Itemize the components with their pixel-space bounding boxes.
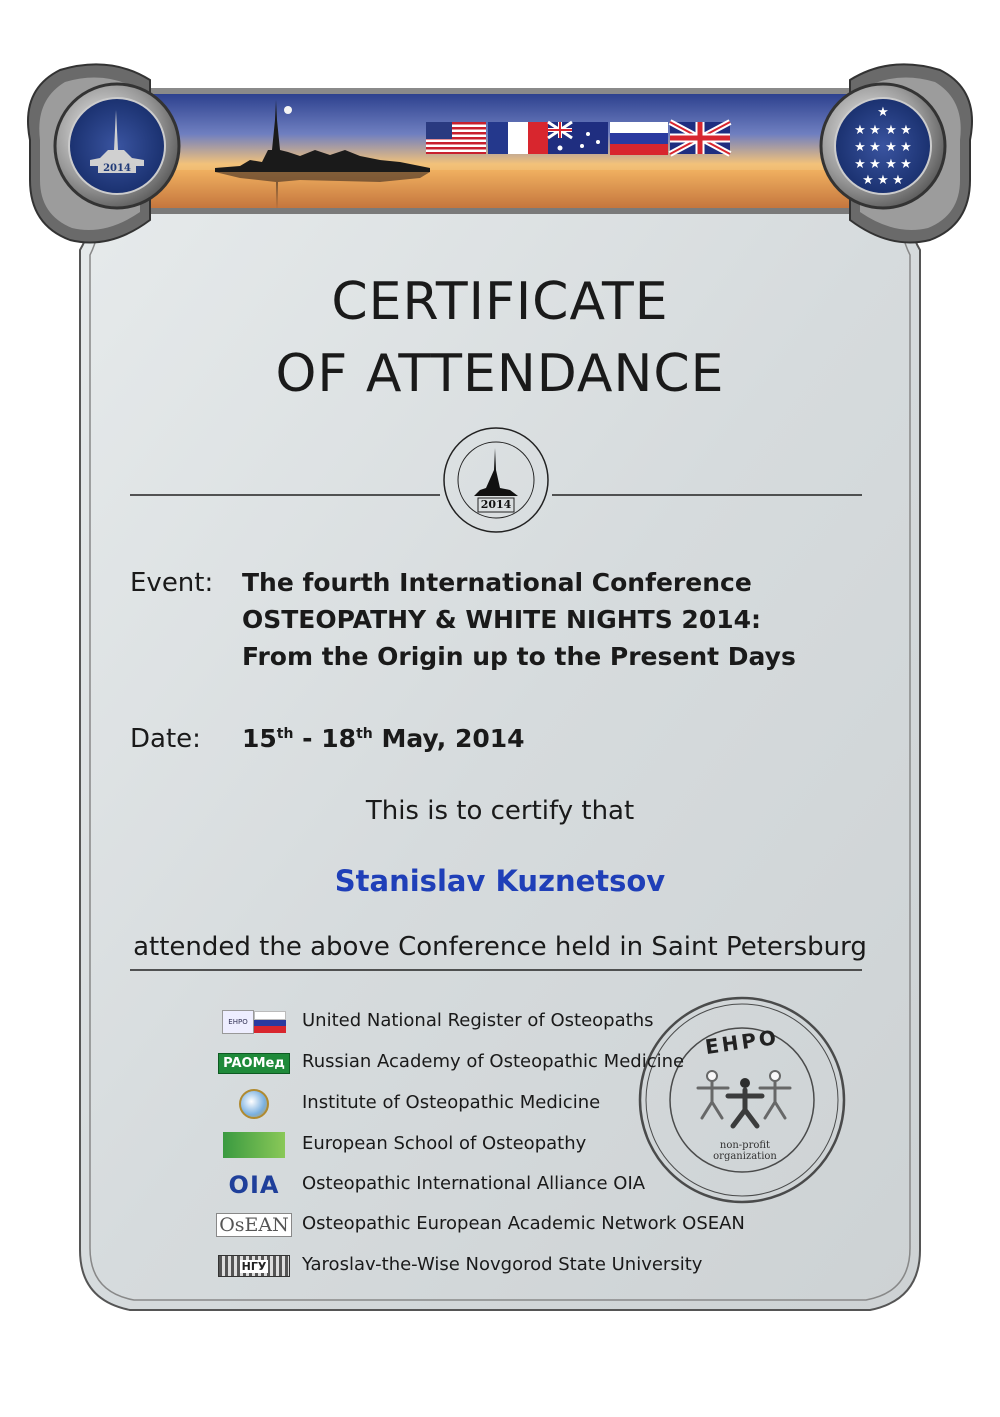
mini-russia-flag-icon	[254, 1011, 286, 1033]
date-rest: May, 2014	[372, 724, 525, 753]
date-separator: -	[293, 724, 322, 753]
date-start-day: 15	[242, 724, 277, 753]
uk-flag-icon	[670, 122, 730, 154]
svg-text:★: ★	[885, 140, 897, 155]
date-end-suffix: th	[356, 726, 373, 742]
org-name: Institute of Osteopathic Medicine	[302, 1092, 601, 1113]
date-value	[242, 724, 525, 753]
svg-text:★: ★	[854, 123, 866, 138]
left-medallion	[55, 84, 179, 208]
date-start-suffix: th	[276, 726, 294, 742]
svg-text:★: ★	[892, 173, 904, 188]
svg-text:★: ★	[869, 123, 881, 138]
oia-logo-icon	[214, 1171, 294, 1199]
svg-text:★: ★	[900, 157, 912, 172]
eso-logo-icon	[214, 1131, 294, 1159]
svg-text:★: ★	[869, 157, 881, 172]
certify-text: This is to certify that	[365, 796, 635, 826]
svg-text:★: ★	[877, 105, 889, 120]
svg-text:★: ★	[885, 157, 897, 172]
attended-text: attended the above Conference held in Saint Petersburg	[133, 932, 867, 962]
osean-logo-icon	[214, 1211, 294, 1239]
svg-text:★: ★	[900, 140, 912, 155]
stamp-abbr-text: ЕНРО	[703, 1024, 781, 1060]
svg-text:★: ★	[869, 140, 881, 155]
certificate-title-line2: OF ATTENDANCE	[275, 344, 725, 404]
stamp-sub	[690, 1140, 800, 1162]
raom-logo-text: PAOMeд	[218, 1053, 290, 1074]
france-flag-icon	[488, 122, 548, 154]
svg-text:★: ★	[885, 123, 897, 138]
org-name: Russian Academy of Osteopathic Medicine	[302, 1051, 685, 1072]
left-medallion-year	[100, 163, 134, 174]
event-label: Event:	[130, 568, 214, 598]
svg-text:★: ★	[854, 157, 866, 172]
left-medallion-year-text: 2014	[103, 163, 131, 174]
org-name: Yaroslav-the-Wise Novgorod State University	[302, 1254, 703, 1275]
stamp-sub-text: non-profit organization	[713, 1140, 777, 1162]
svg-text:★: ★	[900, 123, 912, 138]
raom-logo-icon	[214, 1049, 294, 1077]
novsu-logo-icon	[214, 1252, 294, 1280]
osean-logo-text: OsEAN	[216, 1213, 292, 1237]
event-line-3: From the Origin up to the Present Days	[242, 642, 796, 671]
center-seal-year-text: 2014	[480, 498, 512, 511]
novsu-logo-text: НГУ	[241, 1259, 267, 1273]
recipient-name: Stanislav Kuznetsov	[334, 864, 666, 898]
event-line-1: The fourth International Conference	[242, 568, 752, 597]
iom-globe-logo-icon	[214, 1090, 294, 1118]
org-name: United National Register of Osteopaths	[302, 1010, 654, 1031]
certificate-title-line1: CERTIFICATE	[331, 272, 669, 332]
enro-logo-text: ЕНРО	[222, 1010, 254, 1034]
svg-text:★: ★	[877, 173, 889, 188]
usa-flag-icon	[426, 122, 486, 154]
date-label: Date:	[130, 724, 201, 754]
oia-logo-text: OIA	[228, 1171, 280, 1199]
right-medallion-stars	[821, 84, 945, 208]
center-seal-year	[478, 498, 514, 511]
org-name: Osteopathic European Academic Network OSEAN	[302, 1213, 745, 1234]
org-name: Osteopathic International Alliance OIA	[302, 1173, 646, 1194]
enro-flag-logo-icon	[214, 1008, 294, 1036]
event-line-2: OSTEOPATHY & WHITE NIGHTS 2014:	[242, 605, 762, 634]
russia-flag-icon	[610, 122, 668, 155]
flags-row	[426, 122, 730, 155]
australia-flag-icon	[548, 122, 608, 154]
date-end-day: 18	[321, 724, 357, 753]
org-name: European School of Osteopathy	[302, 1133, 587, 1154]
svg-text:★: ★	[862, 173, 874, 188]
svg-text:★: ★	[854, 140, 866, 155]
